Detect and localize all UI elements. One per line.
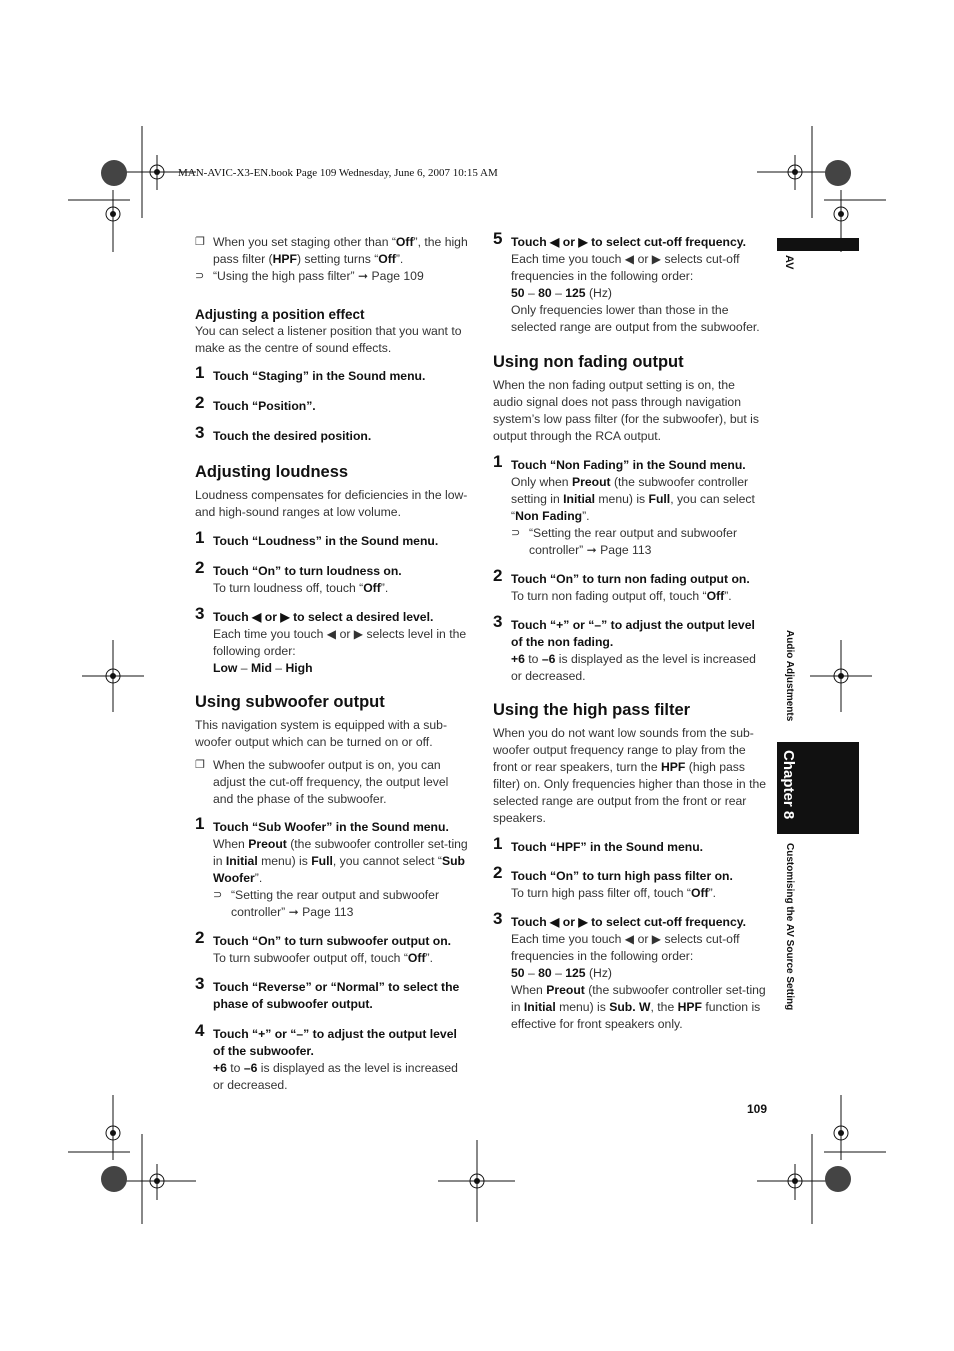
heading-position-effect: Adjusting a position effect xyxy=(195,307,365,322)
heading-non-fading: Using non fading output xyxy=(493,353,684,371)
non-fading-step-1-body: Only when Preout (the subwoofer controller setting in Initial menu) is Full, you can select “Non Fading”. xyxy=(511,475,755,523)
subwoofer-frequencies: 50 – 80 – 125 (Hz) xyxy=(511,286,612,300)
left-column xyxy=(195,234,470,1094)
position-step-3: 3 Touch the desired position. xyxy=(195,423,372,443)
right-column xyxy=(493,229,768,1033)
non-fading-step-2: 2 Touch “On” to turn non fading output on. xyxy=(493,566,750,586)
loudness-levels: Low – Mid – High xyxy=(213,661,313,675)
hpf-step-2: 2 Touch “On” to turn high pass filter on. xyxy=(493,863,733,883)
subwoofer-step-3: 3 Touch “Reverse” or “Normal” to select the phase of subwoofer output. xyxy=(195,974,460,1011)
side-label-av: AV xyxy=(783,255,795,270)
subwoofer-intro: This navigation system is equipped with a sub-woofer output which can be turned on or off. xyxy=(195,718,448,749)
side-label-customising: Customising the AV Source Setting xyxy=(784,843,795,1011)
hpf-step-1: 1 Touch “HPF” in the Sound menu. xyxy=(493,834,704,854)
heading-loudness: Adjusting loudness xyxy=(195,463,349,481)
hpf-step-3-body: Each time you touch ◀ or ▶ selects cut-off frequencies in the following order: xyxy=(511,932,740,963)
page-number: 109 xyxy=(747,1102,768,1116)
subwoofer-step-4-body: +6 to –6 is displayed as the level is increased or decreased. xyxy=(213,1061,458,1092)
hpf-frequencies: 50 – 80 – 125 (Hz) xyxy=(511,966,612,980)
subwoofer-step-5-body-2: Only frequencies lower than those in the selected range are output from the subwoofer. xyxy=(511,303,760,334)
subwoofer-step-5-body: Each time you touch ◀ or ▶ selects cut-off frequencies in the following order: xyxy=(511,252,740,283)
heading-high-pass-filter: Using the high pass filter xyxy=(493,701,691,719)
loudness-intro: Loudness compensates for deficiencies in the low- and high-sound ranges at low volume. xyxy=(195,488,468,519)
note-staging: ❐ When you set staging other than “Off”, the high pass filter (HPF) setting turns “Off”. xyxy=(195,235,468,266)
subwoofer-step-5: 5 Touch ◀ or ▶ to select cut-off frequency. xyxy=(493,229,746,249)
subwoofer-step-1: 1 Touch “Sub Woofer” in the Sound menu. xyxy=(195,814,449,834)
hpf-step-2-body: To turn high pass filter off, touch “Off”. xyxy=(511,886,717,900)
hpf-step-3: 3 Touch ◀ or ▶ to select cut-off frequency. xyxy=(493,909,746,929)
subwoofer-step-4: 4 Touch “+” or “–” to adjust the output level of the subwoofer. xyxy=(195,1021,457,1058)
av-tab-bar xyxy=(777,238,859,251)
reference-hpf: ⊃ “Using the high pass filter” ➞ Page 109 xyxy=(195,269,424,283)
non-fading-step-1: 1 Touch “Non Fading” in the Sound menu. xyxy=(493,452,746,472)
loudness-step-3-body: Each time you touch ◀ or ▶ selects level in the following order: xyxy=(213,627,467,658)
loudness-step-3: 3 Touch ◀ or ▶ to select a desired level. xyxy=(195,604,434,624)
heading-subwoofer: Using subwoofer output xyxy=(195,693,385,711)
position-step-2: 2 Touch “Position”. xyxy=(195,393,316,413)
subwoofer-step-2-body: To turn subwoofer output off, touch “Off”. xyxy=(213,951,433,965)
non-fading-step-3-body: +6 to –6 is displayed as the level is increased or decreased. xyxy=(511,652,756,683)
loudness-step-2: 2 Touch “On” to turn loudness on. xyxy=(195,558,402,578)
non-fading-intro: When the non fading output setting is on, the audio signal does not pass through navigation system’s low pass filter (for the subwoofer), but is output through the RCA output. xyxy=(493,378,759,443)
position-intro: You can select a listener position that you want to make as the centre of sound effects. xyxy=(195,324,462,355)
side-label-audio-adjustments: Audio Adjustments xyxy=(784,630,795,722)
hpf-intro: When you do not want low sounds from the sub-woofer output frequency range to play from the front or rear speakers, turn the HPF (high pass filter) on. Only frequencies higher than those in the selected range are output from the front or rear speakers. xyxy=(493,726,767,825)
non-fading-reference: ⊃ “Setting the rear output and subwoofer controller” ➞ Page 113 xyxy=(511,526,737,557)
loudness-step-2-body: To turn loudness off, touch “Off”. xyxy=(213,581,389,595)
hpf-step-3-body-2: When Preout (the subwoofer controller set-ting in Initial menu) is Sub. W, the HPF function is effective for front speakers only. xyxy=(511,983,766,1031)
file-header: MAN-AVIC-X3-EN.book Page 109 Wednesday, June 6, 2007 10:15 AM xyxy=(178,167,498,179)
subwoofer-reference: ⊃ “Setting the rear output and subwoofer controller” ➞ Page 113 xyxy=(213,888,439,919)
position-step-1: 1 Touch “Staging” in the Sound menu. xyxy=(195,363,426,383)
non-fading-step-3: 3 Touch “+” or “–” to adjust the output level of the non fading. xyxy=(493,612,755,649)
subwoofer-step-1-body: When Preout (the subwoofer controller set-ting in Initial menu) is Full, you cannot select “Sub Woofer”. xyxy=(213,837,468,885)
loudness-step-1: 1 Touch “Loudness” in the Sound menu. xyxy=(195,528,439,548)
non-fading-step-2-body: To turn non fading output off, touch “Off”. xyxy=(511,589,732,603)
subwoofer-note: ❐ When the subwoofer output is on, you can adjust the cut-off frequency, the output level and the phase of the subwoofer. xyxy=(195,758,449,806)
chapter-label: Chapter 8 xyxy=(780,750,797,820)
subwoofer-step-2: 2 Touch “On” to turn subwoofer output on. xyxy=(195,928,452,948)
